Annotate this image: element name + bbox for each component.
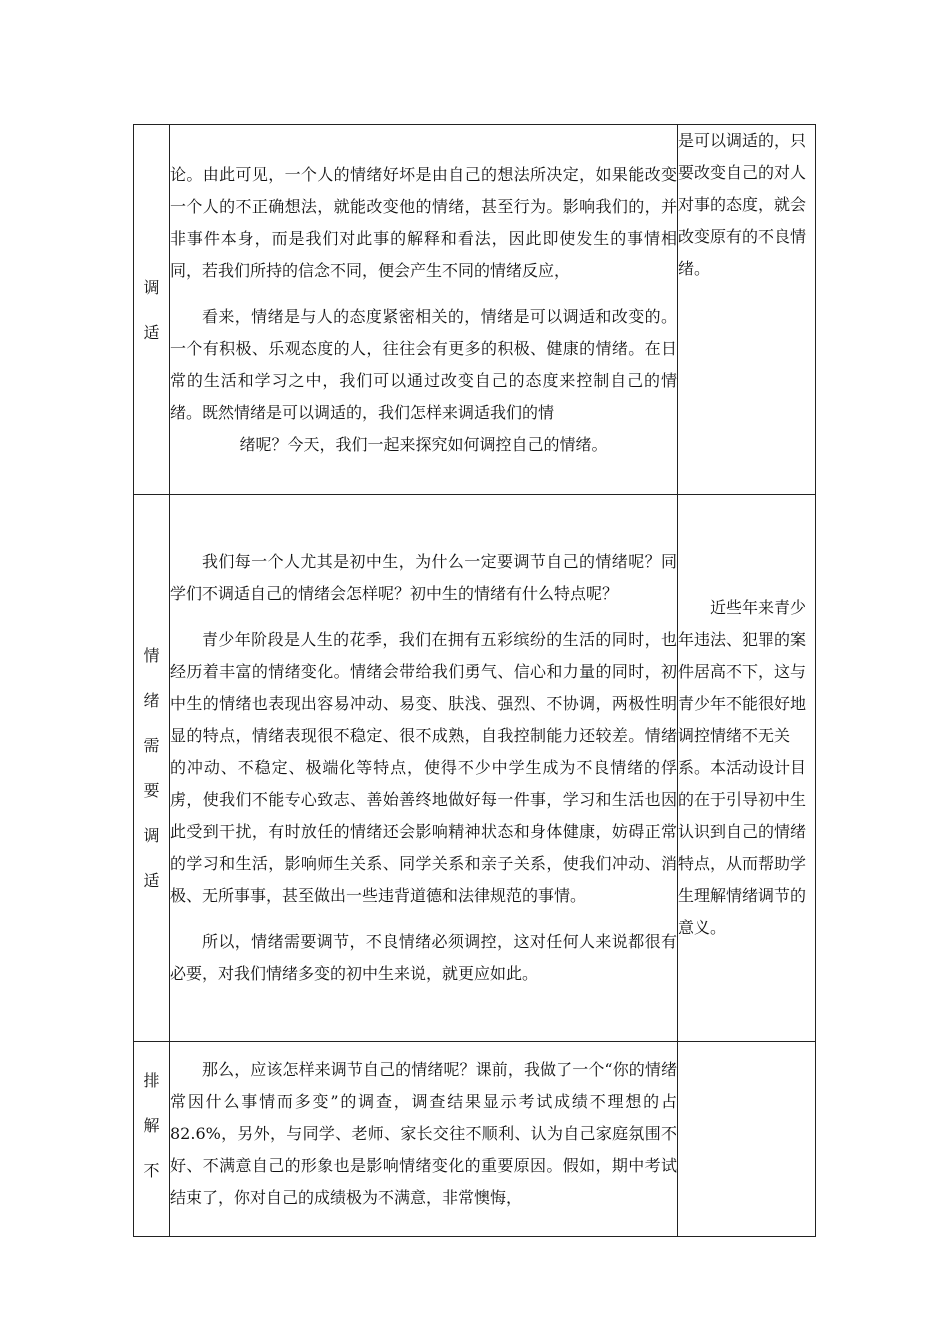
- section-label: [134, 495, 170, 1042]
- section-label: [134, 1042, 170, 1237]
- paragraph: 我们每一个人尤其是初中生，为什么一定要调节自己的情绪呢？同学们不调适自己的情绪会怎样呢？初中生的情绪有什么特点呢？: [170, 552, 677, 603]
- section-label-char: 调: [143, 277, 160, 297]
- section-label: [134, 125, 170, 495]
- section-label-char: 适: [143, 871, 160, 890]
- section-label-char: 需: [143, 736, 160, 755]
- section-label-char: 适: [143, 322, 160, 342]
- table-row: [134, 125, 816, 495]
- paragraph: 所以，情绪需要调节，不良情绪必须调控，这对任何人来说都很有必要，对我们情绪多变的初中生来说，就更应如此。: [170, 932, 677, 983]
- table-row: [134, 1042, 816, 1237]
- section-label-char: 绪: [143, 691, 160, 710]
- content-cell: [170, 125, 678, 495]
- paragraph: 绪呢？今天，我们一起来探究如何调控自己的情绪。: [239, 434, 608, 454]
- note-text: 是可以调适的，只要改变自己的对人对事的态度，就会改变原有的不良情绪。: [678, 131, 807, 278]
- paragraph: 青少年阶段是人生的花季，我们在拥有五彩缤纷的生活的同时，也经历着丰富的情绪变化。情绪会带给我们勇气、信心和力量的同时，初中生的情绪也表现出容易冲动、易变、肤浅、强烈、不协调，两极性明显的特点，情绪表现很不稳定、很不成熟，自我控制能力还较差。情绪的冲动、不稳定、极端化等特点，使得不少中学生成为不良情绪的俘虏，使我们不能专心致志、善始善终地做好每一件事，学习和生活也因此受到干扰，有时放任的情绪还会影响精神状态和身体健康，妨碍正常的学习和生活，影响师生关系、同学关系和亲子关系，使我们冲动、消极、无所事事，甚至做出一些违背道德和法律规范的事情。: [170, 630, 677, 905]
- section-label-char: 解: [143, 1116, 160, 1135]
- section-label-char: 要: [143, 781, 160, 800]
- paragraph: 那么，应该怎样来调节自己的情绪呢？课前，我做了一个“你的情绪常因什么事情而多变”的调查，调查结果显示考试成绩不理想的占82.6%，另外，与同学、老师、家长交往不顺利、认为自己家庭氛围不好、不满意自己的形象也是影响情绪变化的重要原因。假如，期中考试结束了，你对自己的成绩极为不满意，非常懊悔，: [170, 1060, 677, 1207]
- section-label-char: 情: [143, 646, 160, 665]
- note-text: 近些年来青少年违法、犯罪的案件居高不下，这与青少年不能很好地调控情绪不无关系。本活动设计目的在于引导初中生认识到自己的情绪特点，从而帮助学生理解情绪调节的意义。: [678, 598, 807, 937]
- note-cell: [678, 125, 816, 495]
- lesson-plan-table: [133, 124, 816, 1237]
- paragraph: 看来，情绪是与人的态度紧密相关的，情绪是可以调适和改变的。一个有积极、乐观态度的人，往往会有更多的积极、健康的情绪。在日常的生活和学习之中，我们可以通过改变自己的态度来控制自己的情绪。既然情绪是可以调适的，我们怎样来调适我们的情: [170, 306, 677, 422]
- content-cell: [170, 1042, 678, 1237]
- section-label-char: 排: [143, 1071, 160, 1090]
- note-cell: [678, 495, 816, 1042]
- content-cell: [170, 495, 678, 1042]
- note-cell: [678, 1042, 816, 1237]
- table-row: [134, 495, 816, 1042]
- section-label-char: 调: [143, 826, 160, 845]
- paragraph: 论。由此可见，一个人的情绪好坏是由自己的想法所决定，如果能改变一个人的不正确想法，就能改变他的情绪，甚至行为。影响我们的，并非事件本身，而是我们对此事的解释和看法，因此即使发生的事情相同，若我们所持的信念不同，便会产生不同的情绪反应，: [170, 164, 677, 280]
- section-label-char: 不: [143, 1161, 160, 1180]
